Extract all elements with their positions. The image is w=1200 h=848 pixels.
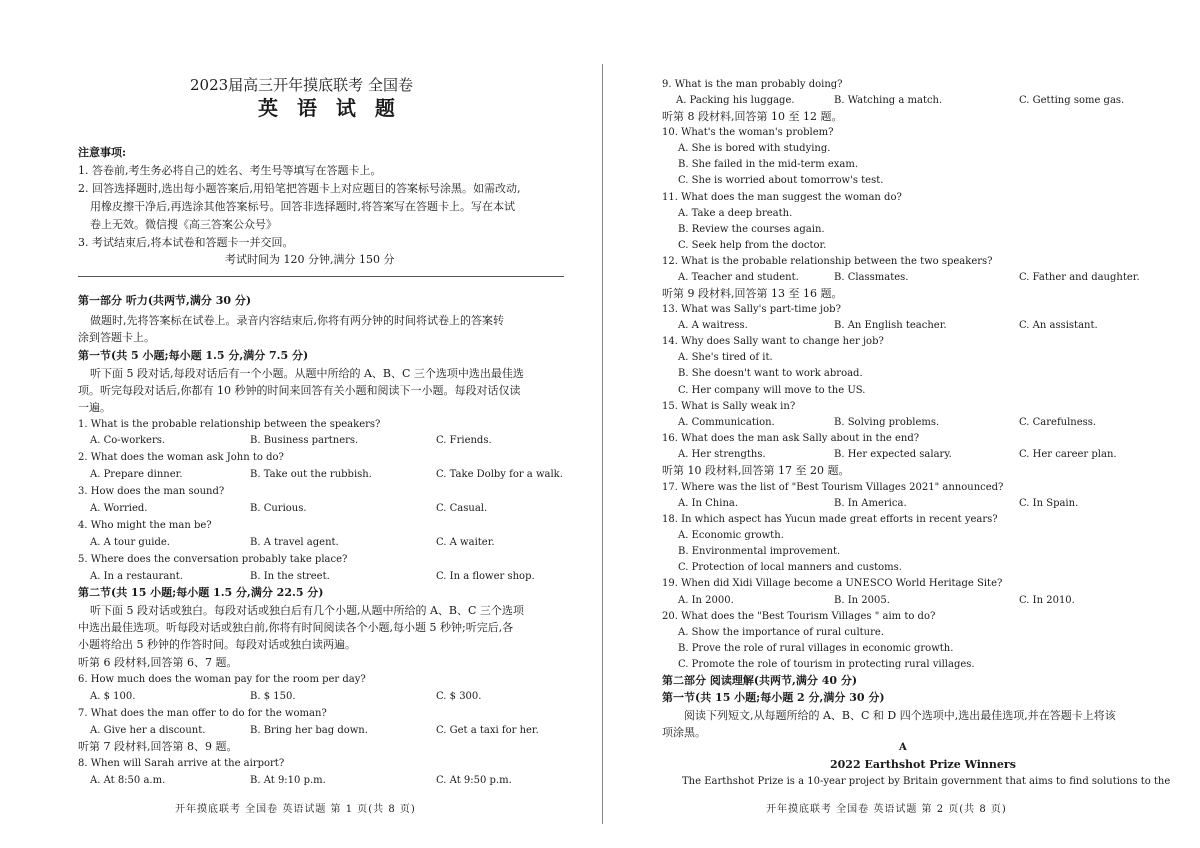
section2-intro: 听下面 5 段对话或独白。每段对话或独白后有几个小题,从题中所给的 A、B、C 三个选项 — [90, 604, 524, 617]
question-stem: 5. Where does the conversation probably take place? — [78, 554, 348, 565]
subject-title: 英 语 试 题 — [258, 96, 401, 120]
page-footer: 开年摸底联考 全国卷 英语试题 第 2 页(共 8 页) — [766, 804, 1007, 815]
material-instruction: 听第 8 段材料,回答第 10 至 12 题。 — [662, 110, 843, 123]
option-c: C. At 9:50 p.m. — [436, 775, 512, 786]
material-instruction: 听第 10 段材料,回答第 17 至 20 题。 — [662, 464, 850, 477]
option-a: A. Show the importance of rural culture. — [678, 627, 885, 638]
question-stem: 20. What does the "Best Tourism Villages " aim to do? — [662, 611, 936, 622]
question-stem: 3. How does the man sound? — [78, 486, 225, 497]
option-c: C. Protection of local manners and customs. — [678, 562, 902, 573]
option-b: B. Solving problems. — [834, 417, 940, 428]
notice-item: 3. 考试结束后,将本试卷和答题卡一并交回。 — [78, 236, 294, 249]
option-b: B. She doesn't want to work abroad. — [678, 368, 863, 379]
option-b: B. Watching a match. — [834, 95, 943, 106]
question-stem: 1. What is the probable relationship between the speakers? — [78, 419, 381, 430]
option-a: A. Co-workers. — [90, 435, 166, 446]
option-b: B. Classmates. — [834, 272, 909, 283]
option-b: B. At 9:10 p.m. — [250, 775, 326, 786]
option-b: B. In America. — [834, 498, 907, 509]
option-a: A. Packing his luggage. — [676, 95, 795, 106]
material-instruction: 听第 7 段材料,回答第 8、9 题。 — [78, 740, 238, 753]
question-stem: 4. Who might the man be? — [78, 520, 212, 531]
section1-intro: 听下面 5 段对话,每段对话后有一个小题。从题中所给的 A、B、C 三个选项中选出最佳选 — [90, 367, 524, 380]
passage-label: A — [899, 742, 907, 753]
notice-item: 1. 答卷前,考生务必将自己的姓名、考生号等填写在答题卡上。 — [78, 164, 382, 177]
section21-heading: 第一节(共 15 小题;每小题 2 分,满分 30 分) — [662, 691, 885, 704]
option-a: A. Communication. — [678, 417, 775, 428]
notice-item: 用橡皮擦干净后,再选涂其他答案标号。回答非选择题时,将答案写在答题卡上。写在本试 — [90, 200, 515, 213]
question-stem: 16. What does the man ask Sally about in the end? — [662, 433, 920, 444]
question-stem: 12. What is the probable relationship between the two speakers? — [662, 256, 993, 267]
material-instruction: 听第 6 段材料,回答第 6、7 题。 — [78, 656, 238, 669]
option-c: C. Her career plan. — [1019, 449, 1117, 460]
question-stem: 6. How much does the woman pay for the room per day? — [78, 674, 366, 685]
option-a: A. A waitress. — [678, 320, 748, 331]
option-b: B. In the street. — [250, 571, 330, 582]
option-c: C. Promote the role of tourism in protecting rural villages. — [678, 659, 975, 670]
option-a: A. Prepare dinner. — [90, 469, 183, 480]
option-c: C. Friends. — [436, 435, 492, 446]
question-stem: 8. When will Sarah arrive at the airport? — [78, 758, 285, 769]
passage-title: 2022 Earthshot Prize Winners — [830, 758, 1016, 771]
question-stem: 18. In which aspect has Yucun made great efforts in recent years? — [662, 514, 998, 525]
notice-heading: 注意事项: — [78, 146, 127, 159]
option-c: C. An assistant. — [1019, 320, 1098, 331]
section2-intro: 中选出最佳选项。听每段对话或独白前,你将有时间阅读各个小题,每小题 5 秒钟;听完后,各 — [78, 621, 514, 634]
option-b: B. Environmental improvement. — [678, 546, 841, 557]
exam-page-2 — [606, 0, 1200, 848]
option-b: B. $ 150. — [250, 691, 296, 702]
option-b: B. Bring her bag down. — [250, 725, 368, 736]
option-c: C. In Spain. — [1019, 498, 1079, 509]
option-a: A. At 8:50 a.m. — [90, 775, 166, 786]
question-stem: 13. What was Sally's part-time job? — [662, 304, 841, 315]
exam-time: 考试时间为 120 分钟,满分 150 分 — [225, 253, 395, 266]
option-b: B. Business partners. — [250, 435, 359, 446]
part1-heading: 第一部分 听力(共两节,满分 30 分) — [78, 294, 252, 307]
option-b: B. A travel agent. — [250, 537, 339, 548]
option-a: A. Her strengths. — [678, 449, 766, 460]
option-c: C. Carefulness. — [1019, 417, 1097, 428]
material-instruction: 听第 9 段材料,回答第 13 至 16 题。 — [662, 287, 843, 300]
section21-intro: 项涂黑。 — [662, 726, 706, 739]
notice-item: 卷上无效。微信搜《高三答案公众号》 — [90, 218, 277, 231]
option-a: A. She's tired of it. — [678, 352, 773, 363]
part1-intro: 涂到答题卡上。 — [78, 331, 155, 344]
option-a: A. In a restaurant. — [90, 571, 183, 582]
section21-intro: 阅读下列短文,从每题所给的 A、B、C 和 D 四个选项中,选出最佳选项,并在答题卡上将该 — [684, 709, 1116, 722]
option-a: A. She is bored with studying. — [678, 143, 831, 154]
notice-item: 2. 回答选择题时,选出每小题答案后,用铅笔把答题卡上对应题目的答案标号涂黑。如需改动, — [78, 182, 521, 195]
option-a: A. In China. — [678, 498, 739, 509]
option-b: B. Take out the rubbish. — [250, 469, 372, 480]
divider-line — [78, 276, 564, 277]
passage-text: The Earthshot Prize is a 10-year project by Britain government that aims to find solutions to the — [682, 776, 1171, 787]
option-c: C. Father and daughter. — [1019, 272, 1140, 283]
option-b: B. An English teacher. — [834, 320, 947, 331]
section1-intro: 项。听完每段对话后,你都有 10 秒钟的时间来回答有关小题和阅读下一小题。每段对话仅读 — [78, 384, 521, 397]
section2-intro: 小题将给出 5 秒钟的作答时间。每段对话或独白读两遍。 — [78, 638, 356, 651]
part2-heading: 第二部分 阅读理解(共两节,满分 40 分) — [662, 674, 858, 687]
section1-heading: 第一节(共 5 小题;每小题 1.5 分,满分 7.5 分) — [78, 349, 309, 362]
option-c: C. Casual. — [436, 503, 488, 514]
option-c: C. Her company will move to the US. — [678, 385, 866, 396]
option-b: B. She failed in the mid-term exam. — [678, 159, 859, 170]
option-c: C. In 2010. — [1019, 595, 1075, 606]
option-c: C. Getting some gas. — [1019, 95, 1125, 106]
option-a: A. In 2000. — [678, 595, 734, 606]
question-stem: 10. What's the woman's problem? — [662, 127, 834, 138]
option-c: C. She is worried about tomorrow's test. — [678, 175, 884, 186]
question-stem: 14. Why does Sally want to change her job? — [662, 336, 884, 347]
option-a: A. A tour guide. — [90, 537, 170, 548]
option-a: A. Worried. — [90, 503, 148, 514]
option-c: C. A waiter. — [436, 537, 495, 548]
option-a: A. Take a deep breath. — [678, 208, 793, 219]
option-b: B. Prove the role of rural villages in economic growth. — [678, 643, 954, 654]
section1-intro: 一遍。 — [78, 401, 111, 414]
option-b: B. Her expected salary. — [834, 449, 952, 460]
question-stem: 7. What does the man offer to do for the woman? — [78, 708, 327, 719]
option-c: C. $ 300. — [436, 691, 482, 702]
option-c: C. Take Dolby for a walk. — [436, 469, 563, 480]
question-stem: 9. What is the man probably doing? — [662, 79, 843, 90]
question-stem: 2. What does the woman ask John to do? — [78, 452, 284, 463]
option-a: A. $ 100. — [90, 691, 136, 702]
section2-heading: 第二节(共 15 小题;每小题 1.5 分,满分 22.5 分) — [78, 586, 324, 599]
question-stem: 19. When did Xidi Village become a UNESCO World Heritage Site? — [662, 578, 1003, 589]
option-c: C. Seek help from the doctor. — [678, 240, 827, 251]
question-stem: 17. Where was the list of "Best Tourism Villages 2021" announced? — [662, 482, 1004, 493]
option-c: C. In a flower shop. — [436, 571, 535, 582]
option-a: A. Economic growth. — [678, 530, 784, 541]
exam-title: 2023届高三开年摸底联考 全国卷 — [190, 76, 413, 94]
option-a: A. Teacher and student. — [678, 272, 799, 283]
page-footer: 开年摸底联考 全国卷 英语试题 第 1 页(共 8 页) — [175, 804, 416, 815]
part1-intro: 做题时,先将答案标在试卷上。录音内容结束后,你将有两分钟的时间将试卷上的答案转 — [90, 314, 504, 327]
option-b: B. Review the courses again. — [678, 224, 825, 235]
option-c: C. Get a taxi for her. — [436, 725, 539, 736]
question-stem: 11. What does the man suggest the woman do? — [662, 192, 902, 203]
option-b: B. Curious. — [250, 503, 307, 514]
page-divider — [602, 64, 603, 824]
option-b: B. In 2005. — [834, 595, 890, 606]
option-a: A. Give her a discount. — [90, 725, 206, 736]
question-stem: 15. What is Sally weak in? — [662, 401, 796, 412]
